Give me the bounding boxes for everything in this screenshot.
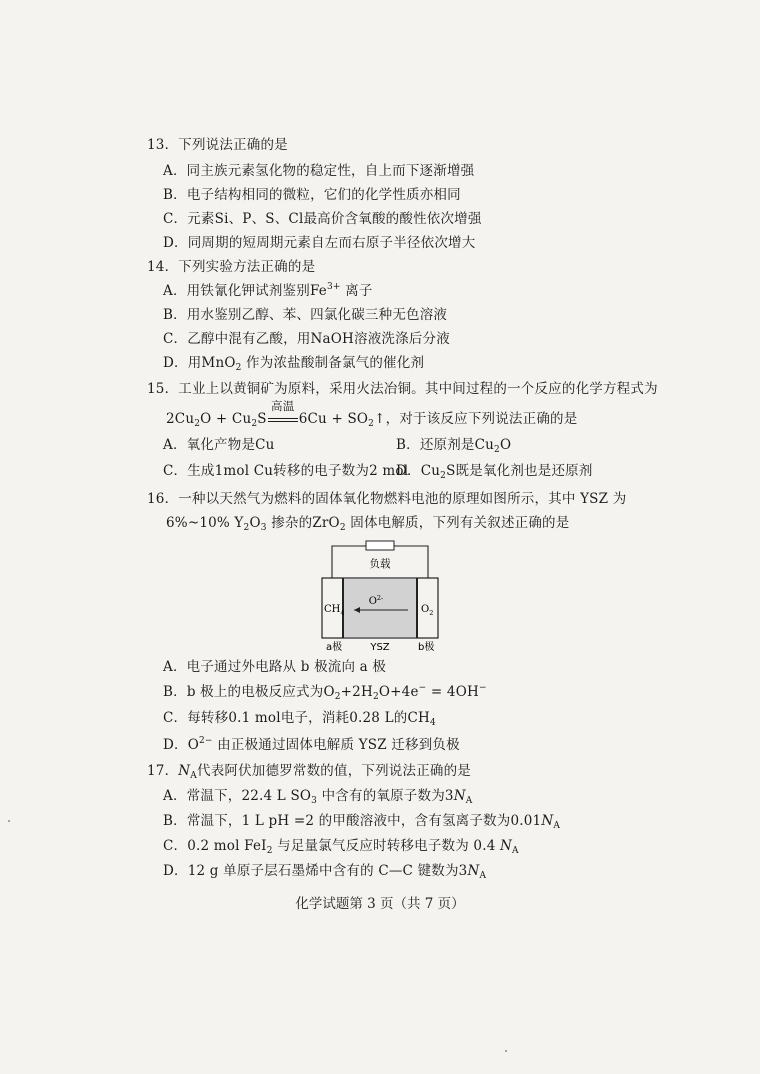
wire-left [332, 546, 366, 578]
fuel-cell-diagram [318, 536, 442, 654]
q16-option-c: C．每转移0.1 mol电子，消耗0.28 L的$CH_4$ [163, 710, 436, 728]
load-resistor [366, 541, 394, 550]
q14-option-b: B．用水鉴别乙醇、苯、四氯化碳三种无色溶液 [163, 307, 448, 323]
q17-option-d: D．12 g 单原子层石墨烯中含有的 C—C 键数为$3N_A$ [163, 863, 487, 881]
q15-equation: $2Cu_2O + Cu_2S$ 高温 $6Cu + SO_2↑$，对于该反应下列说法正确的是 [166, 399, 578, 429]
q16-stem-line1: 16．一种以天然气为燃料的固体氧化物燃料电池的原理如图所示，其中 YSZ 为 [147, 491, 627, 507]
ion-label: $O^{2-}$ [368, 594, 384, 607]
q14-stem: 14．下列实验方法正确的是 [147, 259, 316, 275]
q14-option-a: A．用铁氰化钾试剂鉴别$Fe^{3+}$ 离子 [163, 282, 373, 299]
q17-option-c: C．0.2 mol FeI$_2$ 与足量氯气反应时转移电子数为 0.4 $N_A$ [163, 838, 519, 856]
oxygen-label: $O_2$ [421, 604, 434, 617]
q13-option-a: A．同主族元素氢化物的稳定性，自上而下逐渐增强 [163, 163, 475, 179]
electrode-a-label: a极 [326, 642, 343, 653]
q17-option-a: A．常温下，22.4 L $SO_3$ 中含有的氧原子数为$3N_A$ [163, 788, 473, 806]
q14-option-d: D．用MnO$_2$ 作为浓盐酸制备氯气的催化剂 [163, 355, 425, 373]
q15-option-a: A．氧化产物是Cu [163, 437, 275, 453]
q13-option-b: B．电子结构相同的微粒，它们的化学性质亦相同 [163, 187, 461, 203]
q16-option-b: B．b 极上的电极反应式为$O_2+2H_2O+4e^- = 4OH^-$ [163, 683, 487, 702]
q15-stem: 15．工业上以黄铜矿为原料，采用火法冶铜。其中间过程的一个反应的化学方程式为 [147, 381, 658, 397]
q17-stem: 17．$N_A$代表阿伏加德罗常数的值，下列说法正确的是 [147, 763, 471, 781]
q14-option-c: C．乙醇中混有乙酸，用NaOH溶液洗涤后分液 [163, 331, 450, 347]
q13-stem: 13．下列说法正确的是 [147, 137, 288, 153]
q15-option-d: D．$Cu_2S$既是氧化剂也是还原剂 [396, 463, 593, 481]
ysz-label: YSZ [370, 642, 390, 653]
page-footer: 化学试题第 3 页（共 7 页） [295, 896, 465, 912]
q13-option-d: D．同周期的短周期元素自左而右原子半径依次增大 [163, 235, 476, 251]
q13-option-c: C．元素Si、P、S、Cl最高价含氧酸的酸性依次增强 [163, 211, 482, 227]
q16-option-a: A．电子通过外电路从 b 极流向 a 极 [163, 659, 387, 675]
q15-option-b: B．还原剂是$Cu_2O$ [396, 437, 512, 455]
q16-option-d: D．$O^{2-}$ 由正极通过固体电解质 YSZ 迁移到负极 [163, 736, 460, 753]
q16-stem-line2: 6%~10% $Y_2O_3$ 掺杂的ZrO$_2$ 固体电解质，下列有关叙述正确的是 [166, 515, 570, 533]
scan-speck [8, 820, 10, 822]
q17-option-b: B．常温下，1 L pH =2 的甲酸溶液中，含有氢离子数为$0.01N_A$ [163, 813, 561, 831]
methane-label: $CH_4$ [324, 604, 345, 617]
scan-speck [505, 1050, 507, 1052]
ysz-electrolyte [343, 578, 417, 638]
q15-option-c: C．生成1mol Cu转移的电子数为2 mol [163, 463, 409, 479]
reaction-condition-arrow: 高温 [268, 410, 298, 428]
electrode-b-label: b极 [418, 642, 435, 653]
load-label: 负载 [369, 558, 391, 570]
wire-right [394, 546, 428, 578]
